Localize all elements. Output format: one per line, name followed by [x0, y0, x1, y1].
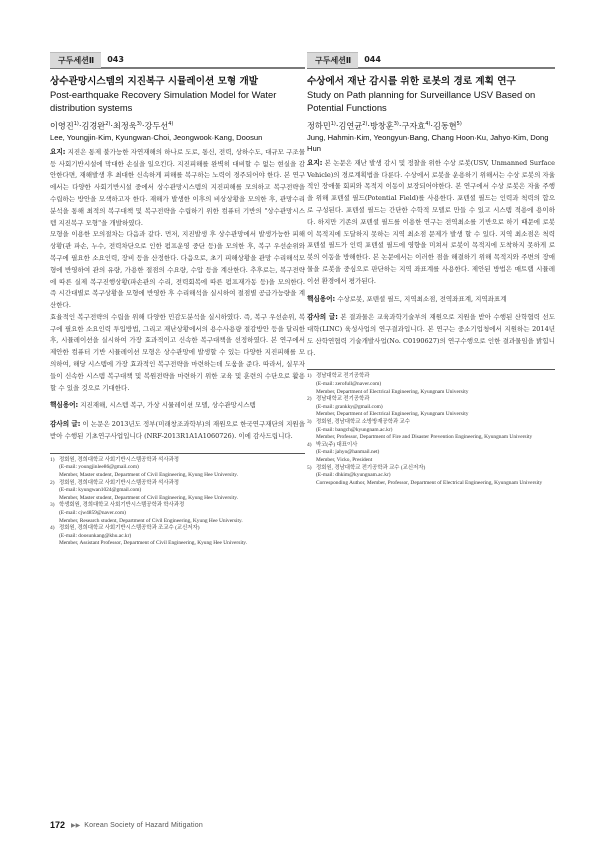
footnote-line: (E-mail: jahyo@hanmail.net) [316, 449, 380, 456]
article-title-ko: 수상에서 재난 감시를 위한 로봇의 경로 계획 연구 [307, 76, 516, 87]
abstract-paragraph: 요지: 지진은 통제 불가능한 자연재해의 하나로 도로, 통신, 전력, 상하수도, 대규모 구조물 등 사회기반시설에 막대한 손실을 일으킨다. 지진피해를 완벽히 대비할 수 없는 현실을 감안한다면, 재해발생 후 최대한 신속하게 피해를 복구하는 노력이 경주되어야 한다. 본 연구에서는 다양한 사회기반시설 중에서 상수관망시스템의 지진피해를 모의하고 복구전략을 수립하는 방안을 모색하고자 한다. 재해가 발생한 이후의 비상상황을 모의한 후, 관망수리분석을 통해 최적의 복구대책 및 복구전략을 수립하기 위한 컴퓨터 기반의 "상수관망시스템 지진복구 모형"을 개발하였다. [50, 147, 305, 227]
right-article [307, 52, 555, 487]
author-name: 김동현 [432, 120, 457, 131]
keywords [50, 400, 305, 412]
footnote-line: 정회원, 경희대학교 사회기반시스템공학과 석사과정 [59, 479, 179, 486]
footnote-item [307, 465, 555, 488]
authors-ko [307, 118, 555, 132]
session-label: 구두세션Ⅱ [50, 52, 101, 68]
footnote-line: (E-mail: zerofull@naver.com) [316, 381, 382, 388]
author-affiliation-mark: 1) [73, 121, 79, 127]
footnote-item [307, 373, 555, 396]
footnote-number: 3) [307, 419, 312, 426]
footnote-line: 정회원, 경남대학교 전기공학과 교수 (교신저자) [316, 464, 426, 471]
keywords-label: 핵심용어: [50, 401, 79, 410]
session-number: 043 [107, 54, 124, 64]
footnote-line: Member, Master student, Department of Civil Engineering, Kyung Hee University. [59, 494, 238, 501]
page-footer [50, 820, 203, 830]
keywords [307, 294, 555, 306]
abstract [307, 158, 555, 288]
session-tab [50, 52, 305, 69]
footnote-number: 5) [307, 464, 312, 471]
footnote-number: 2) [307, 396, 312, 403]
ack-text: 이 논문은 2013년도 정부(미래창조과학부)의 재원으로 한국연구재단의 지원을 받아 수행된 기초연구사업입니다 (NRF-2013R1A1A1060726). 이에 감사드립니다. [50, 420, 305, 441]
footnote-line: 정회원, 경남대학교 소방방재공학과 교수 [316, 419, 410, 426]
abstract-paragraph: 모형을 이용한 모의절차는 다음과 같다. 먼저, 지진발생 후 상수관망에서 발생가능한 피해상황(관 파손, 누수, 전력차단으로 인한 펌프운영 중단 등)을 모의한 후, 복구 우선순위와 복구에 필요한 소요인력, 장비 등을 산정한다. 다음으로, 초기 피해상황을 관망 수리해석모형에 반영하여 관의 유량, 가용한 절점의 수요량, 수압 등을 계산한다. 추후로는, 복구전략에 따른 실제 복구진행상황(파손관의 수리, 전력회복에 따른 펌프재가동 등)을 모의한다. 즉 시간대별로 복구상황을 모형에 반영한 후 수리해석을 실시하여 절점별 공급가능량을 계산한다. [50, 230, 305, 310]
footnote-line: (E-mail: dhkim@kyungnam.ac.kr) [316, 472, 391, 479]
author-separator: · [78, 120, 82, 131]
footnote-item [50, 480, 305, 503]
author-name: 구자효 [401, 120, 426, 131]
authors-ko [50, 118, 305, 132]
footnote-item [50, 525, 305, 548]
footnote-text [316, 373, 555, 396]
acknowledgement [307, 312, 555, 359]
footnote-text [59, 502, 305, 525]
abstract-label: 요지: [307, 158, 323, 167]
author-affiliation-mark: 3) [393, 121, 399, 127]
authors-en: Jung, Hahmin·Kim, Yeongyun·Bang, Chang Hoon·Ku, Jahyo·Kim, Dong Hun [307, 132, 549, 153]
author-separator: · [398, 120, 402, 131]
authors-en: Lee, Youngjin·Kim, Kyungwan·Choi, Jeongwook·Kang, Doosun [50, 132, 263, 142]
footnote-text [316, 419, 555, 442]
footnote-item [307, 442, 555, 465]
footnote-line: Corresponding Author, Member, Professor, Department of Electrical Engineering, Kyungnam University [316, 479, 543, 486]
footnote-line: (E-mail: bangch@kyungnam.ac.kr) [316, 426, 393, 433]
author-separator: · [335, 120, 339, 131]
session-tab [307, 52, 555, 69]
left-article [50, 52, 305, 548]
article-title-ko: 상수관망시스템의 지진복구 시뮬레이션 모형 개발 [50, 76, 258, 87]
author-name: 강두선 [144, 120, 169, 131]
author-affiliation-mark: 1) [330, 121, 336, 127]
author-name: 김경완 [81, 120, 106, 131]
footnote-text [59, 525, 305, 548]
footnote-number: 4) [50, 525, 55, 532]
page-number: 172 [50, 820, 66, 830]
footnote-number: 2) [50, 479, 55, 486]
double-arrow-icon: ▶▶ [71, 821, 81, 829]
author-separator: · [430, 120, 433, 131]
footnote-line: 박코(주) 대표이사 [316, 441, 358, 448]
footnote-divider [307, 369, 555, 370]
author-affiliation-mark: 4) [425, 121, 431, 127]
author-name: 정하민 [307, 120, 331, 131]
author-name: 방창훈 [369, 120, 394, 131]
footnote-line: (E-mail: youngjinlee86@gmail.com) [59, 464, 139, 471]
acknowledgement [50, 419, 305, 443]
keywords-label: 핵심용어: [307, 294, 336, 303]
author-affiliation-mark: 5) [456, 121, 462, 127]
footnote-text [316, 442, 555, 465]
footnote-line: Member, Assistant Professor, Department of Civil Engineering, Kyung Hee University. [59, 540, 248, 547]
session-label: 구두세션Ⅱ [307, 52, 358, 68]
journal-name: Korean Society of Hazard Mitigation [84, 821, 203, 829]
footnote-text [59, 480, 305, 503]
footnote-line: 학생회원, 경희대학교 사회기반시스템공학과 학사과정 [59, 502, 185, 509]
footnote-item [50, 457, 305, 480]
footnote-line: Member, Master student, Department of Civil Engineering, Kyung Hee University. [59, 472, 238, 479]
keywords-text: 수상로봇, 포텐셜 필드, 지역최소점, 전역좌표계, 지역좌표계 [337, 294, 507, 303]
author-affiliation-mark: 2) [105, 121, 111, 127]
footnote-line: 경남대학교 전기공학과 [316, 396, 370, 403]
footnote-line: 정회원, 경희대학교 사회기반시스템공학과 조교수 (교신저자) [59, 525, 200, 532]
footnote-number: 1) [50, 456, 55, 463]
footnote-line: 정회원, 경희대학교 사회기반시스템공학과 석사과정 [59, 456, 179, 463]
author-name: 최정욱 [112, 120, 137, 131]
abstract-paragraph: 효율적인 복구전략의 수립을 위해 다양한 민감도분석을 실시하였다. 즉, 복구 우선순위, 복구에 필요한 소요인력 투입방법, 그리고 재난상황에서의 용수사용량 절감방안 등을 달리한 후, 시뮬레이션을 실시하여 가장 효과적이고 신속한 복구대책을 선정하였다. 본 연구에서 제안한 컴퓨터 기반 시뮬레이션 모형은 상수관망에 발생할 수 있는 다양한 지진피해를 모의하여, 해당 시스템에 가장 효과적인 복구전략을 마련하는데 도움을 준다. 따라서, 실무자들이 신속한 시스템 복구대책 및 복원전략을 마련하기 위한 교육 및 훈련의 수단으로 활용할 수 있을 것으로 기대한다. [50, 312, 305, 392]
footnote-number: 3) [50, 502, 55, 509]
author-affiliation-mark: 4) [168, 121, 174, 127]
footnote-divider [50, 453, 305, 454]
footnote-line: Member, Professor, Department of Fire and Disaster Prevention Engineering, Kyungnam University [316, 434, 533, 441]
session-number: 044 [364, 54, 381, 64]
footnote-number: 1) [307, 373, 312, 380]
footnote-item [307, 419, 555, 442]
abstract-label: 요지: [50, 147, 66, 156]
abstract [50, 147, 305, 395]
ack-text: 본 결과물은 교육과학기술부의 재원으로 지원을 받아 수행된 산학협력 선도대학(LINC) 육성사업의 연구결과입니다. 본 연구는 중소기업청에서 지원하는 2014년도 산학연협력 기술개발사업(No. C0190627)의 연구수행으로 인한 결과물임을 밝힙니다. [307, 313, 555, 357]
author-separator: · [141, 120, 145, 131]
footnote-line: Member, Department of Electrical Engineering, Kyungnam University [316, 411, 469, 418]
footnote-item [307, 396, 555, 419]
footnote-line: (E-mail: doosunkang@khu.ac.kr) [59, 532, 132, 539]
footnote-text [59, 457, 305, 480]
footnote-text [316, 465, 555, 488]
ack-label: 감사의 글: [50, 420, 81, 429]
footnote-line: 경남대학교 전기공학과 [316, 373, 370, 380]
footnote-line: Member, Vicko, President [316, 457, 373, 464]
footnote-line: Member, Department of Electrical Engineering, Kyungnam University [316, 388, 469, 395]
footnote-line: Member, Research student, Department of Civil Engineering, Kyung Hee University. [59, 517, 243, 524]
author-affiliation-mark: 2) [362, 121, 368, 127]
abstract-paragraph: 요지: 본 논문은 재난 발생 감시 및 정찰을 위한 수상 로봇(USV, Unmanned Surface Vehicle)의 경로계획법을 다룬다. 수상에서 로봇을 운용하기 위해서는 수상 로봇의 자율적인 장애물 회피와 목적지 이동이 보장되어야한다. 본 연구에서 수상 로봇은 자율 주행을 위해 포텐셜 필드(Potential Field)를 사용한다. 포텐셜 필드는 인력과 척력의 합으로 구성된다. 포텐셜 필드는 간단한 수학적 모델로 만들 수 있고 시스템 적용에 용이하다. 하지만 기존의 포텐셜 필드를 이용한 연구는 전역최소를 기반으로 하기 때문에 로봇이 목적지에 도달하지 못하는 지역 최소점 문제가 발생 할 수 있다. 지역 최소점은 척력 포텐셜 필드가 인력 포텐셜 필드에 영향을 미쳐서 로봇이 목적지에 도착하지 못하게 로봇의 이동을 방해한다. 본 논문에서는 이러한 점을 해결하기 위해 목적지와 주변의 장애물을 로봇을 중심으로 판단하는 지역 좌표계를 사용한다. 제안된 방법은 매트랩 시뮬레이션 환경에서 평가된다. [307, 158, 555, 285]
footnote-line: (E-mail: cjw4859@naver.com) [59, 510, 126, 517]
footnote-line: (E-mail: kyungwan1024@gmail.com) [59, 487, 142, 494]
author-affiliation-mark: 3) [136, 121, 142, 127]
article-title-en: Post-earthquake Recovery Simulation Model for Water distribution systems [50, 89, 277, 113]
author-name: 김연균 [338, 120, 363, 131]
footnote-item [50, 502, 305, 525]
keywords-text: 지진재해, 시스템 복구, 가상 시뮬레이션 모델, 상수관망시스템 [80, 401, 256, 410]
footnote-text [316, 396, 555, 419]
footnotes [307, 373, 555, 487]
author-separator: · [367, 120, 370, 131]
author-separator: · [110, 120, 113, 131]
author-name: 이영진 [50, 120, 74, 131]
article-title-en: Study on Path planning for Surveillance USV Based on Potential Functions [307, 89, 536, 113]
footnote-line: (E-mail: grankky@gmail.com) [316, 403, 383, 410]
ack-label: 감사의 글: [307, 313, 338, 322]
footnote-number: 4) [307, 441, 312, 448]
footnotes [50, 457, 305, 548]
